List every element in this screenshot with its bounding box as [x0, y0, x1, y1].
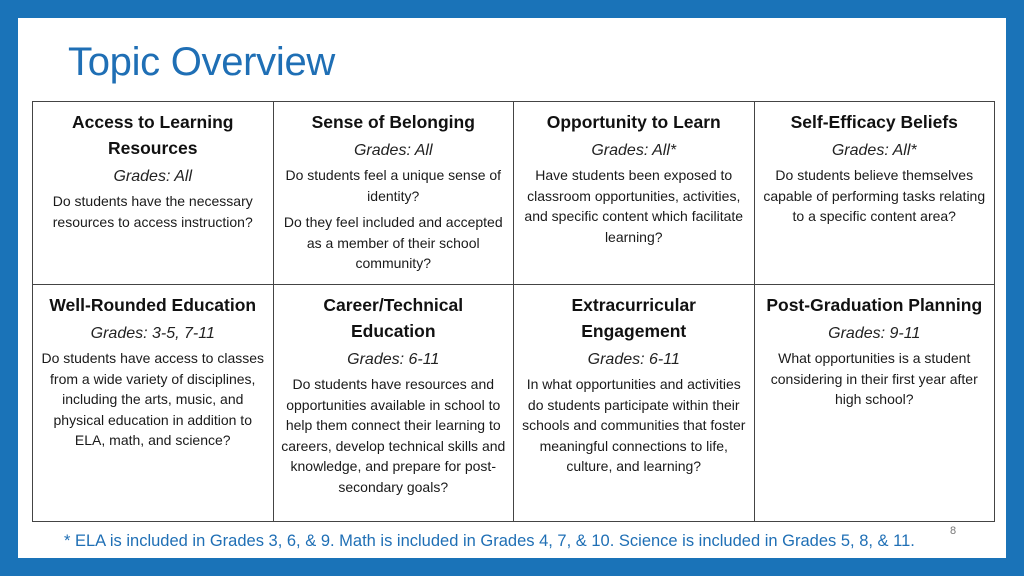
topic-grid [32, 101, 995, 522]
topic-description [280, 165, 508, 274]
topic-grades: Grades: 6-11 [347, 351, 440, 368]
topic-question: Do they feel included and accepted as a member of their school community? [283, 214, 503, 271]
topic-question: Do students have access to classes from a wide variety of disciplines, including the arts, music, and physical education in addition to ELA, math, and science? [41, 350, 265, 448]
topic-cell-well-rounded-education [33, 285, 274, 522]
topic-question: Do students have the necessary resources to access instruction? [52, 193, 253, 230]
topic-heading: Post-Graduation Planning [766, 295, 983, 315]
topic-cell-access-to-learning-resources [33, 102, 274, 285]
topic-description [761, 348, 989, 410]
topic-description [280, 374, 508, 497]
topic-cell-opportunity-to-learn [514, 102, 755, 285]
topic-cell-post-graduation-planning [754, 285, 995, 522]
topic-description [39, 348, 267, 451]
topic-question: Do students feel a unique sense of identity? [285, 167, 502, 204]
footnote: * ELA is included in Grades 3, 6, & 9. Math is included in Grades 4, 7, & 10. Science is included in Grades 5, 8, & 11. [64, 532, 915, 550]
topic-description [520, 165, 748, 247]
topic-description [39, 191, 267, 232]
topic-heading: Sense of Belonging [311, 112, 475, 132]
topic-heading: Self-Efficacy Beliefs [790, 112, 958, 132]
topic-grades: Grades: All [113, 168, 193, 185]
topic-question: Have students been exposed to classroom opportunities, activities, and specific content which facilitate learning? [524, 167, 744, 245]
topic-grades: Grades: All [353, 142, 433, 159]
topic-description [520, 374, 748, 477]
topic-grades: Grades: All* [831, 142, 917, 159]
topic-question: Do students believe themselves capable of performing tasks relating to a specific content area? [763, 167, 986, 224]
topic-cell-sense-of-belonging [273, 102, 514, 285]
topic-question: In what opportunities and activities do students participate within their schools and communities that foster meaningful connections to life, culture, and learning? [522, 376, 746, 474]
topic-cell-extracurricular-engagement [514, 285, 755, 522]
topic-cell-self-efficacy-beliefs [754, 102, 995, 285]
slide [18, 18, 1006, 558]
topic-heading: Opportunity to Learn [546, 112, 721, 132]
topic-question: What opportunities is a student considering in their first year after high school? [770, 350, 978, 407]
table-row [33, 102, 995, 285]
topic-grades: Grades: 9-11 [828, 325, 921, 342]
topic-heading: Extracurricular Engagement [571, 295, 696, 341]
topic-grades: Grades: 3-5, 7-11 [90, 325, 215, 342]
page-title: Topic Overview [68, 40, 335, 84]
page-number: 8 [950, 525, 957, 537]
topic-grades: Grades: All* [591, 142, 677, 159]
topic-description [761, 165, 989, 227]
topic-heading: Well-Rounded Education [49, 295, 257, 315]
table-row [33, 285, 995, 522]
topic-heading: Career/Technical Education [323, 295, 464, 341]
topic-question: Do students have resources and opportunities available in school to help them connect their learning to careers, develop technical skills and knowledge, and prepare for post-secondary goals? [281, 376, 506, 495]
topic-heading: Access to Learning Resources [72, 112, 234, 158]
topic-cell-career-technical-education [273, 285, 514, 522]
topic-grades: Grades: 6-11 [587, 351, 680, 368]
